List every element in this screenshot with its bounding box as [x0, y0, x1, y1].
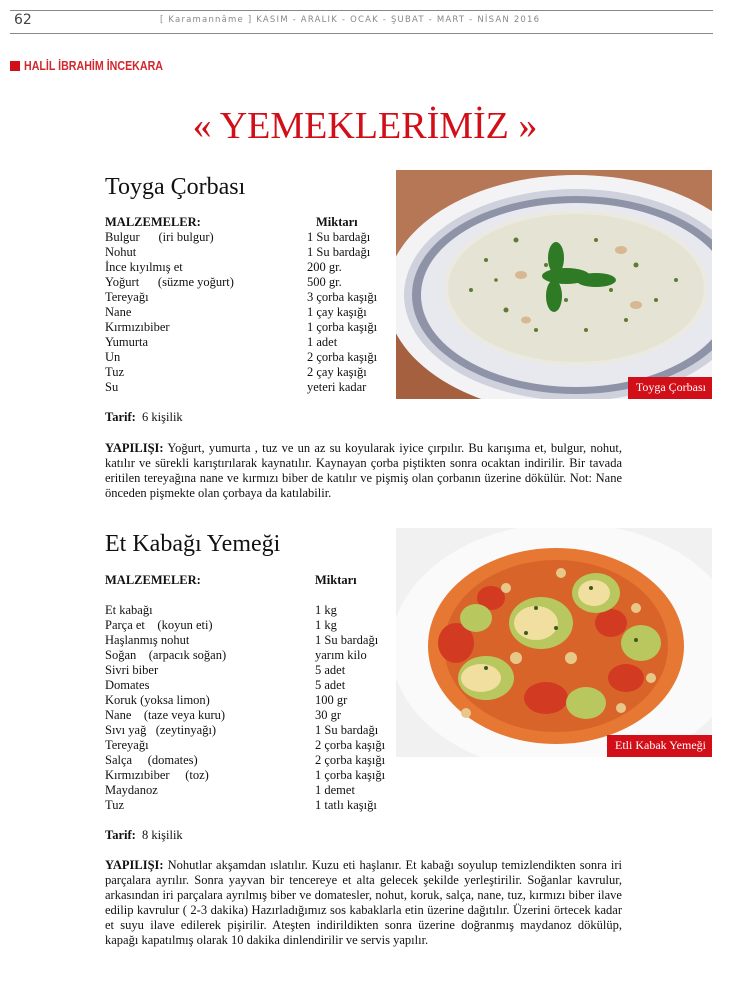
- recipe2-method: [105, 858, 622, 948]
- ingredient-name: Haşlanmış nohut: [105, 633, 190, 647]
- ingredients-header-row: [105, 215, 358, 230]
- ingredient-name: Domates: [105, 678, 150, 692]
- ingredient-row: [105, 260, 342, 275]
- ingredient-row: [105, 708, 342, 723]
- ingredient-name: Tuz: [105, 798, 124, 812]
- ingredient-amount: 1 Su bardağı: [307, 230, 371, 244]
- ingredient-amount: 200 gr.: [307, 260, 342, 274]
- amount-header: Miktarı: [315, 573, 357, 587]
- ingredient-amount: 1 demet: [315, 783, 355, 797]
- ingredient-name: Nohut: [105, 245, 137, 259]
- recipe2-title: Et Kabağı Yemeği: [105, 531, 281, 557]
- ingredients-header: MALZEMELER:: [105, 573, 201, 587]
- recipe2-serving: [105, 828, 183, 843]
- zucchini-stew-photo-image: [396, 528, 712, 757]
- serving-value: 6 kişilik: [142, 410, 183, 424]
- recipe1-method: [105, 441, 622, 501]
- ingredient-amount: 5 adet: [315, 678, 346, 692]
- ingredient-name: Bulgur (iri bulgur): [105, 230, 214, 244]
- ingredient-name: Yumurta: [105, 335, 149, 349]
- ingredient-name: Tereyağı: [105, 738, 149, 752]
- ingredient-name: Nane: [105, 305, 132, 319]
- ingredient-row: [105, 365, 367, 380]
- recipe1-photo: [396, 170, 712, 399]
- method-label: YAPILIŞI:: [105, 858, 164, 872]
- serving-label: Tarif:: [105, 410, 136, 424]
- ingredient-name: Et kabağı: [105, 603, 153, 617]
- ingredient-amount: 3 çorba kaşığı: [307, 290, 378, 304]
- ingredient-name: Tereyağı: [105, 290, 149, 304]
- author-block: [10, 58, 193, 73]
- method-label: YAPILIŞI:: [105, 441, 164, 455]
- ingredient-row: [105, 663, 346, 678]
- ingredient-amount: 100 gr: [315, 693, 348, 707]
- ingredient-name: Sıvı yağ (zeytinyağı): [105, 723, 217, 737]
- ingredient-amount: 1 Su bardağı: [315, 723, 379, 737]
- ingredient-name: Soğan (arpacık soğan): [105, 648, 227, 662]
- journal-issue-line: [ Karamannâme ] KASIM - ARALIK - OCAK - ŞUBAT - MART - NİSAN 2016: [160, 15, 541, 25]
- page-title: « YEMEKLERİMİZ »: [192, 105, 538, 147]
- ingredient-row: [105, 753, 386, 768]
- ingredient-name: Nane (taze veya kuru): [105, 708, 226, 722]
- recipe1-photo-caption: Toyga Çorbası: [628, 377, 712, 399]
- ingredient-amount: 1 çorba kaşığı: [315, 768, 386, 782]
- ingredient-name: Kırmızıbiber (toz): [105, 768, 209, 782]
- author-name: HALİL İBRAHİM İNCEKARA: [24, 58, 163, 73]
- ingredient-name: Yoğurt (süzme yoğurt): [105, 275, 234, 289]
- ingredient-name: Koruk (yoksa limon): [105, 693, 210, 707]
- recipe1-ingredients: [105, 215, 378, 395]
- ingredient-amount: 2 çorba kaşığı: [315, 753, 386, 767]
- page-number: 62: [14, 12, 32, 28]
- ingredient-name: Un: [105, 350, 121, 364]
- ingredient-name: Parça et (koyun eti): [105, 618, 213, 632]
- ingredient-amount: 2 çorba kaşığı: [307, 350, 378, 364]
- ingredient-name: Tuz: [105, 365, 124, 379]
- ingredient-row: [105, 678, 346, 693]
- ingredient-amount: yeteri kadar: [307, 380, 367, 394]
- ingredient-row: [105, 798, 377, 813]
- ingredient-amount: 1 tatlı kaşığı: [315, 798, 377, 812]
- ingredient-amount: 1 çay kaşığı: [307, 305, 367, 319]
- ingredients-header: MALZEMELER:: [105, 215, 201, 229]
- ingredient-amount: 5 adet: [315, 663, 346, 677]
- ingredient-row: [105, 245, 371, 260]
- recipe2-ingredients: [105, 573, 386, 813]
- ingredient-row: [105, 633, 379, 648]
- ingredient-row: [105, 290, 378, 305]
- ingredient-amount: 2 çorba kaşığı: [315, 738, 386, 752]
- ingredient-amount: 2 çay kaşığı: [307, 365, 367, 379]
- ingredient-row: [105, 603, 337, 618]
- ingredient-row: [105, 693, 348, 708]
- ingredient-amount: 1 Su bardağı: [307, 245, 371, 259]
- ingredient-row: [105, 738, 386, 753]
- serving-label: Tarif:: [105, 828, 136, 842]
- ingredient-amount: 1 adet: [307, 335, 338, 349]
- ingredient-name: Sivri biber: [105, 663, 159, 677]
- ingredient-row: [105, 723, 379, 738]
- ingredient-name: Maydanoz: [105, 783, 158, 797]
- ingredient-row: [105, 648, 367, 663]
- ingredient-name: Salça (domates): [105, 753, 198, 767]
- recipe1-title: Toyga Çorbası: [105, 174, 246, 200]
- method-text: Yoğurt, yumurta , tuz ve un az su koyularak iyice çırpılır. Bu karışıma et, bulgur, nohut, katılır ve sürekli karıştırılarak kaynatılır. Kaynayan çorba piştikten sonra ocaktan indirilir. Bir tavada eritilen tereyağına nane ve kırmızı biber de katılır ve pişmiş olan çorbanın üzerine dökülür. Not: Nane önceden pişmekte olan çorbaya da katılabilir.: [105, 441, 622, 500]
- ingredient-row: [105, 618, 337, 633]
- recipe2-photo: [396, 528, 712, 757]
- recipe1-serving: [105, 410, 183, 425]
- ingredient-name: Su: [105, 380, 119, 394]
- ingredient-row: [105, 380, 367, 395]
- ingredient-row: [105, 305, 367, 320]
- method-text: Nohutlar akşamdan ıslatılır. Kuzu eti haşlanır. Et kabağı soyulup temizlendikten sonra iri parçalara ayrılır. Sonra yayvan bir tencereye et alta gelecek şekilde yerleştirilir. Soğanlar kavrulur, arkasından iri parçalara ayrılmış biber ve domatesler, nohut, koruk, salça, nane, tuz, kırmızı biber ilave edilip kavrulur ( 2-3 dakika) Hazırladığımız sos kabaklarla etin üzerine dağıtılır. Üzerini örtecek kadar et suyu ilave edilerek pişirilir. Ateşten indirildikten sonra üzerine doğranmış maydanoz dökülüp, kapağı kapatılmış olarak 10 dakika dinlendirilir ve servis yapılır.: [105, 858, 622, 947]
- ingredient-amount: 500 gr.: [307, 275, 342, 289]
- ingredient-row: [105, 275, 342, 290]
- ingredient-amount: 1 kg: [315, 618, 337, 632]
- running-header: [10, 10, 713, 34]
- amount-header: Miktarı: [316, 215, 358, 229]
- recipe2-photo-caption: Etli Kabak Yemeği: [607, 735, 712, 757]
- serving-value: 8 kişilik: [142, 828, 183, 842]
- ingredient-row: [105, 335, 338, 350]
- soup-photo-image: [396, 170, 712, 399]
- author-marker-square: [10, 61, 20, 71]
- ingredient-amount: yarım kilo: [315, 648, 367, 662]
- ingredient-name: Kırmızıbiber: [105, 320, 170, 334]
- ingredient-row: [105, 783, 355, 798]
- ingredient-amount: 1 kg: [315, 603, 337, 617]
- ingredients-header-row: [105, 573, 357, 588]
- ingredient-row: [105, 320, 378, 335]
- ingredient-amount: 30 gr: [315, 708, 342, 722]
- ingredient-name: İnce kıyılmış et: [105, 260, 183, 274]
- ingredient-row: [105, 230, 371, 245]
- ingredient-row: [105, 768, 386, 783]
- ingredient-amount: 1 Su bardağı: [315, 633, 379, 647]
- ingredient-amount: 1 çorba kaşığı: [307, 320, 378, 334]
- ingredient-row: [105, 350, 378, 365]
